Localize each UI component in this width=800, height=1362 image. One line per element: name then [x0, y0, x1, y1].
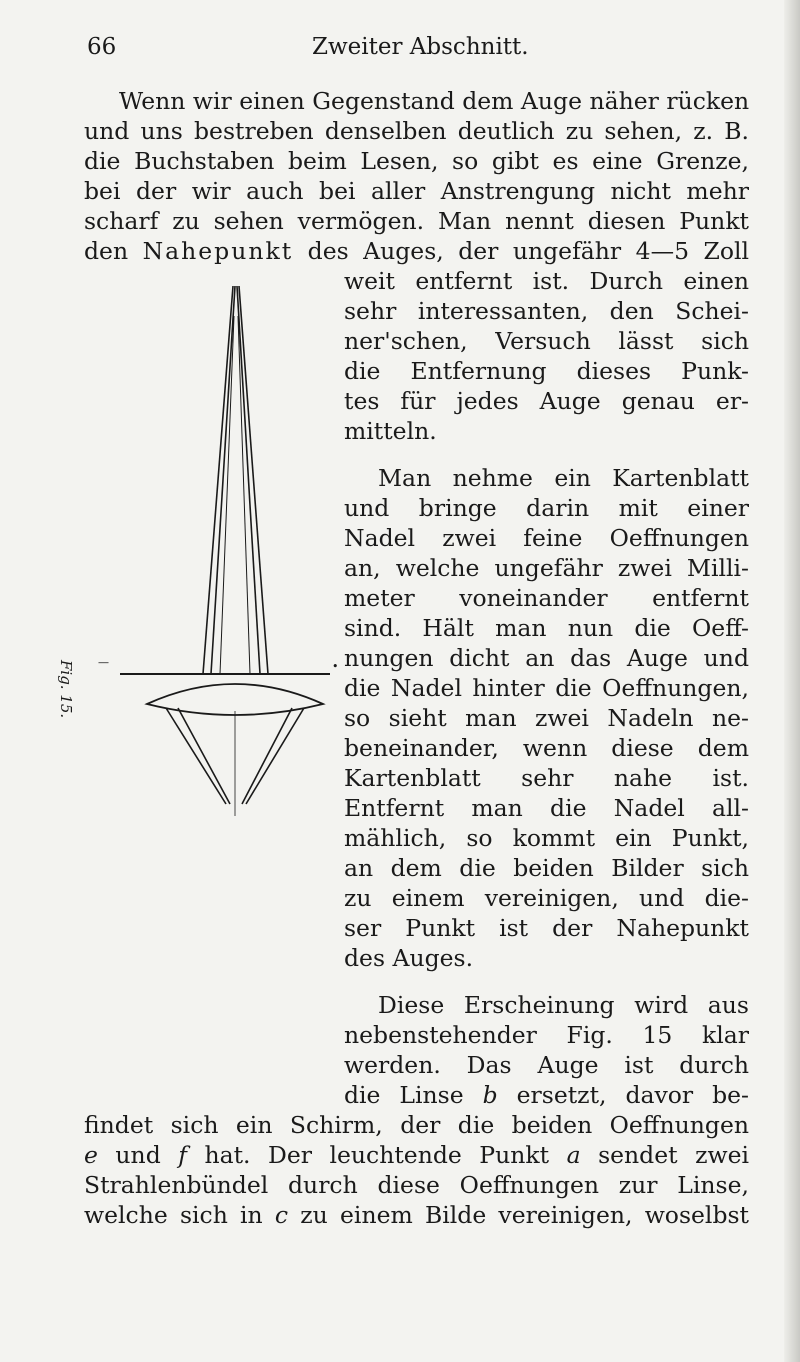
text-line: so sieht man zwei Nadeln ne-	[344, 704, 749, 732]
text-line: des Auges.	[344, 944, 474, 972]
text-segment: welche sich in	[84, 1201, 275, 1229]
lens	[147, 684, 323, 715]
text-line: mählich, so kommt ein Punkt,	[344, 824, 749, 852]
scheiner-diagram-svg	[80, 256, 360, 816]
text-line: ner'schen, Versuch lässt sich	[344, 327, 749, 355]
page-edge	[784, 0, 800, 1362]
text-segment: ersetzt, davor be-	[497, 1081, 750, 1109]
label-b: b	[482, 1081, 498, 1109]
text-line: nebenstehender Fig. 15 klar	[344, 1021, 749, 1049]
text-segment: und	[97, 1141, 179, 1169]
text-line: Nadel zwei feine Oeffnungen	[344, 524, 749, 552]
text-line: Kartenblatt sehr nahe ist.	[344, 764, 749, 792]
text-line: sind. Hält man nun die Oeff-	[344, 614, 749, 642]
figure-caption: Fig. 15.	[57, 660, 75, 719]
text-line: Entfernt man die Nadel all-	[344, 794, 749, 822]
ray-left-outer	[203, 286, 233, 674]
fig-label-left: —	[98, 656, 109, 669]
text-segment: zu einem Bilde vereinigen, woselbst	[288, 1201, 749, 1229]
text-line	[84, 1140, 749, 1170]
page-number: 66	[87, 34, 117, 60]
fig-label-right: •	[332, 660, 339, 673]
text-line: nungen dicht an das Auge und	[344, 644, 749, 672]
text-line: ser Punkt ist der Nahepunkt	[344, 914, 749, 942]
ray-mid-right	[238, 316, 250, 674]
ray-after-left-2	[178, 708, 230, 804]
text-line: die Entfernung dieses Punk-	[344, 357, 749, 385]
text-line: werden. Das Auge ist durch	[344, 1051, 749, 1079]
ray-after-left-1	[166, 708, 226, 804]
figure-15-diagram	[80, 256, 360, 816]
text-line: an dem die beiden Bilder sich	[344, 854, 749, 882]
text-line	[344, 1080, 749, 1110]
text-segment: die Linse	[344, 1081, 483, 1109]
text-line: und uns bestreben denselben deutlich zu sehen, z. B.	[84, 117, 749, 145]
text-segment: des Auges, der ungefähr 4—5 Zoll	[293, 237, 749, 265]
page-header	[0, 34, 800, 64]
text-line: zu einem vereinigen, und die-	[344, 884, 749, 912]
ray-after-right-2	[246, 708, 304, 804]
running-title: Zweiter Abschnitt.	[312, 34, 529, 60]
text-line: Man nehme ein Kartenblatt	[378, 464, 749, 492]
text-segment: hat. Der leuchtende Punkt	[186, 1141, 567, 1169]
text-line: die Nadel hinter die Oeffnungen,	[344, 674, 749, 702]
label-c: c	[274, 1201, 289, 1229]
text-line: meter voneinander entfernt	[344, 584, 749, 612]
text-line: Strahlenbündel durch diese Oeffnungen zur Linse,	[84, 1171, 749, 1199]
label-a: a	[566, 1141, 581, 1169]
ray-left-inner	[211, 286, 235, 674]
term-nahepunkt: Nahepunkt	[142, 237, 294, 265]
text-segment: den	[84, 237, 143, 265]
text-line: bei der wir auch bei aller Anstrengung nicht mehr	[84, 177, 749, 205]
text-line: findet sich ein Schirm, der die beiden Oeffnungen	[84, 1111, 749, 1139]
text-line: mitteln.	[344, 417, 437, 445]
text-line: tes für jedes Auge genau er-	[344, 387, 749, 415]
label-e: e	[84, 1141, 98, 1169]
text-line: an, welche ungefähr zwei Milli-	[344, 554, 749, 582]
text-line: Diese Erscheinung wird aus	[378, 991, 749, 1019]
text-line: und bringe darin mit einer	[344, 494, 749, 522]
ray-after-right-1	[242, 708, 292, 804]
text-line: scharf zu sehen vermögen. Man nennt diesen Punkt	[84, 207, 749, 235]
text-line: beneinander, wenn diese dem	[344, 734, 749, 762]
text-line	[84, 1200, 749, 1230]
text-line: sehr interessanten, den Schei-	[344, 297, 749, 325]
label-f: f	[178, 1141, 187, 1169]
text-line: Wenn wir einen Gegenstand dem Auge näher rücken	[119, 87, 750, 115]
text-line: weit entfernt ist. Durch einen	[344, 267, 749, 295]
text-line: die Buchstaben beim Lesen, so gibt es eine Grenze,	[84, 147, 749, 175]
text-segment: sendet zwei	[580, 1141, 749, 1169]
